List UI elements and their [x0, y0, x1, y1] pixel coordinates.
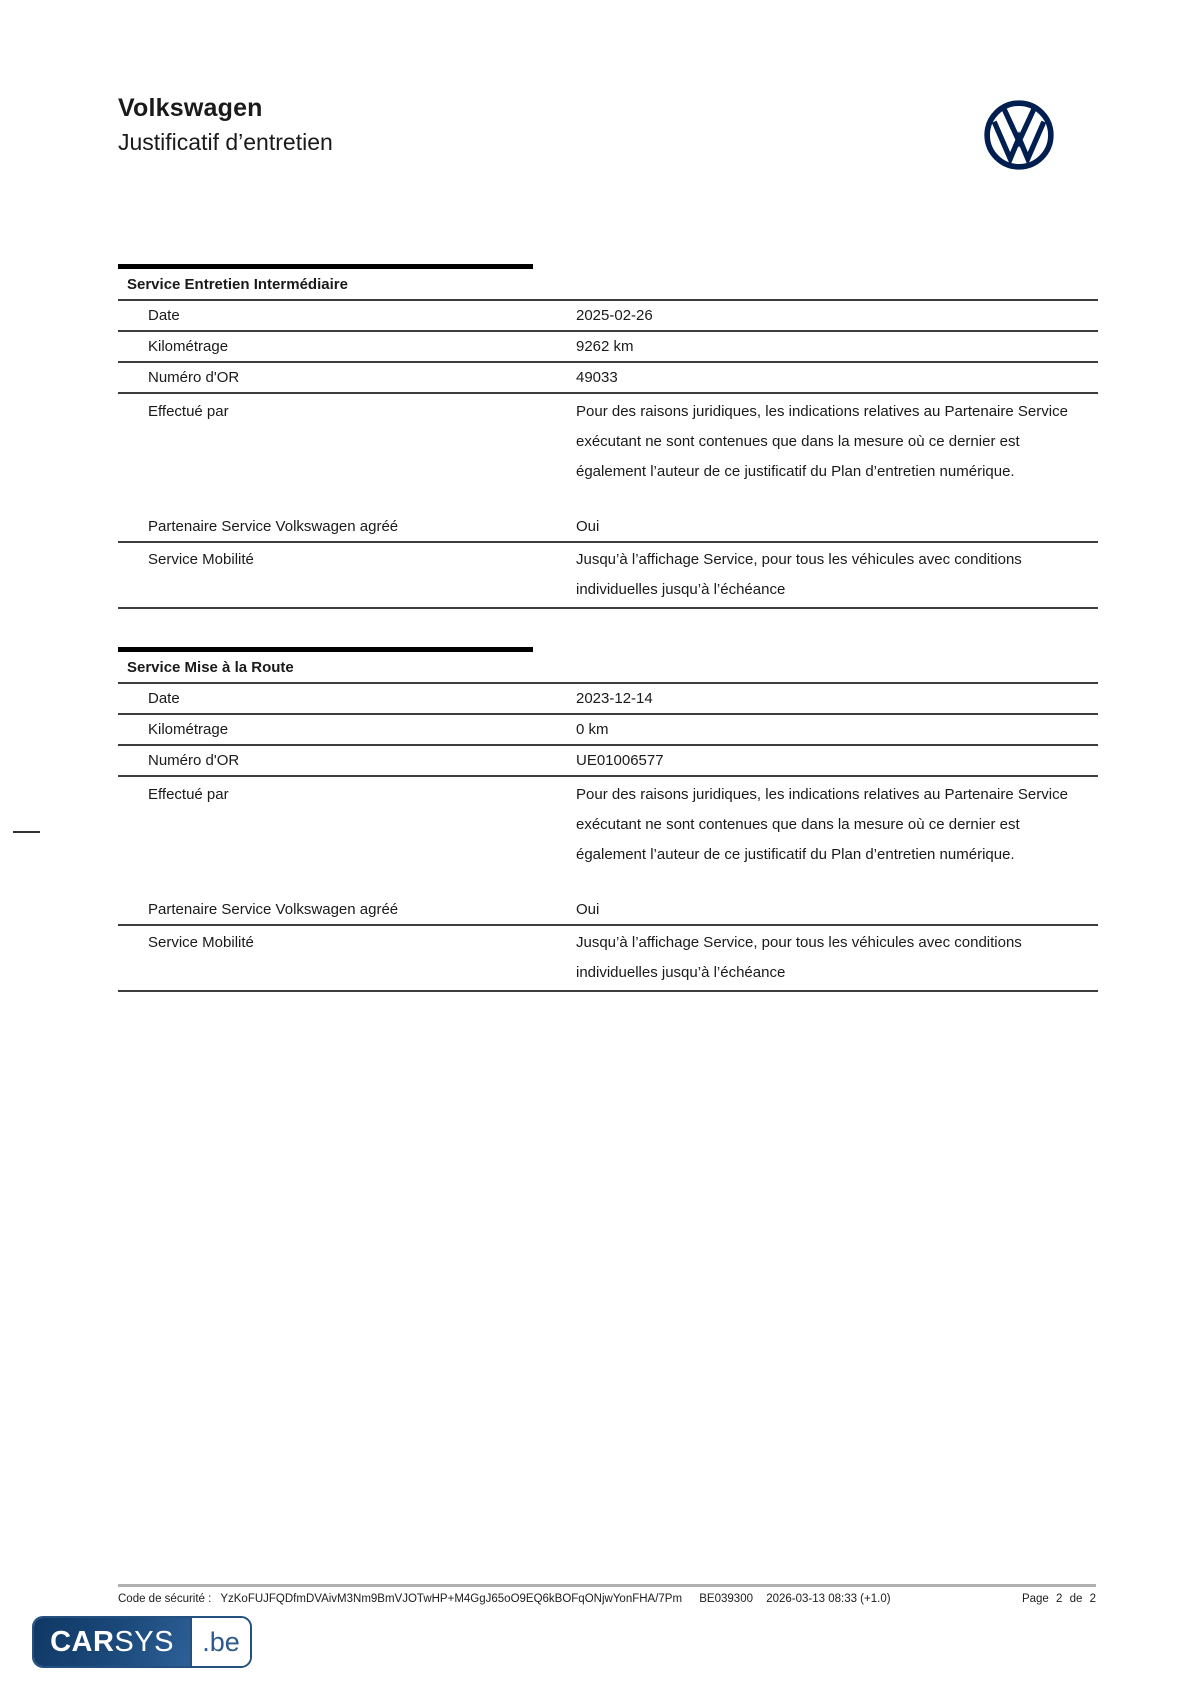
table-row — [118, 746, 1098, 777]
table-title: Service Mise à la Route — [118, 652, 1098, 684]
row-label: Partenaire Service Volkswagen agréé — [148, 901, 399, 918]
row-value-line: exécutant ne sont contenues que dans la mesure où ce dernier est — [576, 433, 1020, 450]
table-rows — [118, 301, 1098, 609]
footer-security — [118, 1593, 891, 1605]
row-value — [576, 720, 1098, 740]
row-label: Kilométrage — [148, 721, 229, 738]
row-label: Effectué par — [148, 403, 229, 420]
row-value — [576, 337, 1098, 357]
document-header — [118, 94, 333, 155]
service-table — [118, 647, 1098, 992]
row-value-line: Jusqu’à l’affichage Service, pour tous les véhicules avec conditions — [576, 934, 1022, 951]
page-title: Justificatif d’entretien — [118, 129, 333, 155]
table-row — [118, 926, 1098, 992]
table-title: Service Entretien Intermédiaire — [118, 269, 1098, 301]
row-value — [576, 397, 1098, 487]
security-code-label: Code de sécurité : — [118, 1593, 212, 1605]
row-value — [576, 928, 1098, 988]
row-value-line: individuelles jusqu’à l’échéance — [576, 581, 786, 598]
row-value-line: 9262 km — [576, 338, 634, 355]
row-value-line: Oui — [576, 518, 600, 535]
row-label: Date — [148, 690, 180, 707]
row-value-line: Pour des raisons juridiques, les indications relatives au Partenaire Service — [576, 786, 1068, 803]
table-row — [118, 512, 1098, 543]
row-label: Effectué par — [148, 786, 229, 803]
row-label: Service Mobilité — [148, 551, 254, 568]
row-value — [576, 780, 1098, 870]
fold-mark — [13, 831, 40, 833]
tables — [118, 264, 1098, 1030]
carsys-wordmark — [34, 1618, 190, 1666]
carsys-tld: .be — [190, 1618, 250, 1666]
row-value-line: UE01006577 — [576, 752, 664, 769]
table-row — [118, 332, 1098, 363]
row-value-line: 2025-02-26 — [576, 307, 653, 324]
row-value-line: 0 km — [576, 721, 609, 738]
table-row — [118, 777, 1098, 895]
carsys-light-part: SYS — [114, 1625, 174, 1658]
row-value-line: Pour des raisons juridiques, les indications relatives au Partenaire Service — [576, 403, 1068, 420]
row-value-line: Oui — [576, 901, 600, 918]
row-value-line: individuelles jusqu’à l’échéance — [576, 964, 786, 981]
row-label: Numéro d'OR — [148, 752, 240, 769]
carsys-logo — [32, 1616, 252, 1668]
row-value — [576, 900, 1098, 920]
row-value — [576, 545, 1098, 605]
table-row — [118, 394, 1098, 512]
table-row — [118, 715, 1098, 746]
row-value — [576, 306, 1098, 326]
row-label: Kilométrage — [148, 338, 229, 355]
table-row — [118, 543, 1098, 609]
brand-title: Volkswagen — [118, 94, 263, 122]
footer-divider — [118, 1584, 1096, 1587]
row-label: Date — [148, 307, 180, 324]
footer — [118, 1593, 1096, 1605]
row-value — [576, 751, 1098, 771]
table-row — [118, 301, 1098, 332]
row-value — [576, 517, 1098, 537]
document-reference: BE039300 — [699, 1593, 753, 1605]
row-label: Partenaire Service Volkswagen agréé — [148, 518, 399, 535]
page-indicator: Page 2 de 2 — [1021, 1593, 1096, 1605]
security-code-value: YzKoFUJFQDfmDVAivM3Nm9BmVJOTwHP+M4GgJ65oO9EQ6kBOFqONjwYonFHA/7Pm — [220, 1593, 683, 1605]
row-value — [576, 368, 1098, 388]
generated-timestamp: 2026-03-13 08:33 (+1.0) — [766, 1593, 891, 1605]
row-value-line: également l’auteur de ce justificatif du Plan d’entretien numérique. — [576, 463, 1015, 480]
row-value-line: Jusqu’à l’affichage Service, pour tous les véhicules avec conditions — [576, 551, 1022, 568]
row-value-line: 49033 — [576, 369, 618, 386]
carsys-bold-part: CAR — [50, 1625, 115, 1658]
table-rows — [118, 684, 1098, 992]
row-label: Numéro d'OR — [148, 369, 240, 386]
table-row — [118, 684, 1098, 715]
table-row — [118, 363, 1098, 394]
row-value-line: 2023-12-14 — [576, 690, 653, 707]
service-table — [118, 264, 1098, 609]
row-value-line: également l’auteur de ce justificatif du Plan d’entretien numérique. — [576, 846, 1015, 863]
row-value — [576, 689, 1098, 709]
table-row — [118, 895, 1098, 926]
row-label: Service Mobilité — [148, 934, 254, 951]
volkswagen-logo-icon — [984, 100, 1054, 170]
row-value-line: exécutant ne sont contenues que dans la mesure où ce dernier est — [576, 816, 1020, 833]
